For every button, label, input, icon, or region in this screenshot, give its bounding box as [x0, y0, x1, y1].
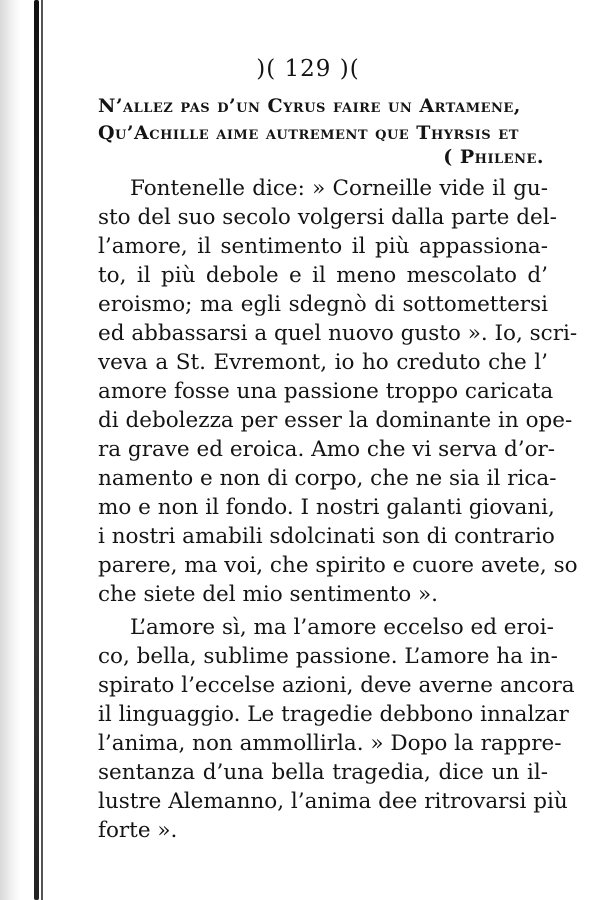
page-number: )( 129 )(	[256, 56, 360, 82]
verse-line: N’allez pas d’un Cyrus faire un Artamene,	[98, 95, 521, 117]
text-line: co, bella, sublime passione. L’amore ha in-	[98, 644, 558, 669]
text-line: veva a St. Evremont, io ho creduto che l’	[98, 350, 548, 375]
text-line: eroismo; ma egli sdegnò di sottomettersi	[98, 292, 548, 317]
text-line: spirato l’eccelse azioni, deve averne ancora	[98, 673, 575, 698]
text-line: mo e non il fondo. I nostri galanti giovani,	[98, 495, 555, 520]
text-line: to, il più debole e il meno mescolato d’	[98, 263, 548, 288]
text-line: che siete del mio sentimento ».	[98, 582, 439, 607]
text-line: l’amore, il sentimento il più appassiona-	[98, 234, 548, 259]
text-line: forte ».	[98, 818, 178, 843]
text-line: namento e non di corpo, che ne sia il rica-	[98, 466, 557, 491]
text-line: amore fosse una passione troppo caricata	[98, 379, 554, 404]
text-line: l’anima, non ammollirla. » Dopo la rappre-	[98, 731, 562, 756]
text-line: parere, ma voi, che spirito e cuore avete, so	[98, 553, 578, 578]
text-line: sentanza d’una bella tragedia, dice un il-	[98, 760, 548, 785]
binding-edge-inner	[41, 0, 43, 900]
verse-line-continuation: ( Philene.	[443, 146, 544, 168]
text-line: i nostri amabili sdolcinati son di contrario	[98, 524, 555, 549]
text-line: il linguaggio. Le tragedie debbono innalzar	[98, 702, 569, 727]
binding-edge	[34, 0, 39, 900]
text-line: Fontenelle dice: » Corneille vide il gu-	[130, 176, 548, 201]
text-line: ed abbassarsi a quel nuovo gusto ». Io, scri-	[98, 321, 578, 346]
text-line: lustre Alemanno, l’anima dee ritrovarsi più	[98, 789, 568, 814]
text-line: sto del suo secolo volgersi dalla parte del-	[98, 205, 557, 230]
verse-line: Qu’Achille aime autrement que Thyrsis et	[98, 122, 519, 144]
text-line: di debolezza per esser la dominante in ope-	[98, 408, 573, 433]
text-line: L’amore sì, ma l’amore eccelso ed eroi-	[130, 615, 554, 640]
gutter-shadow	[0, 0, 20, 900]
text-line: ra grave ed eroica. Amo che vi serva d’or-	[98, 437, 556, 462]
